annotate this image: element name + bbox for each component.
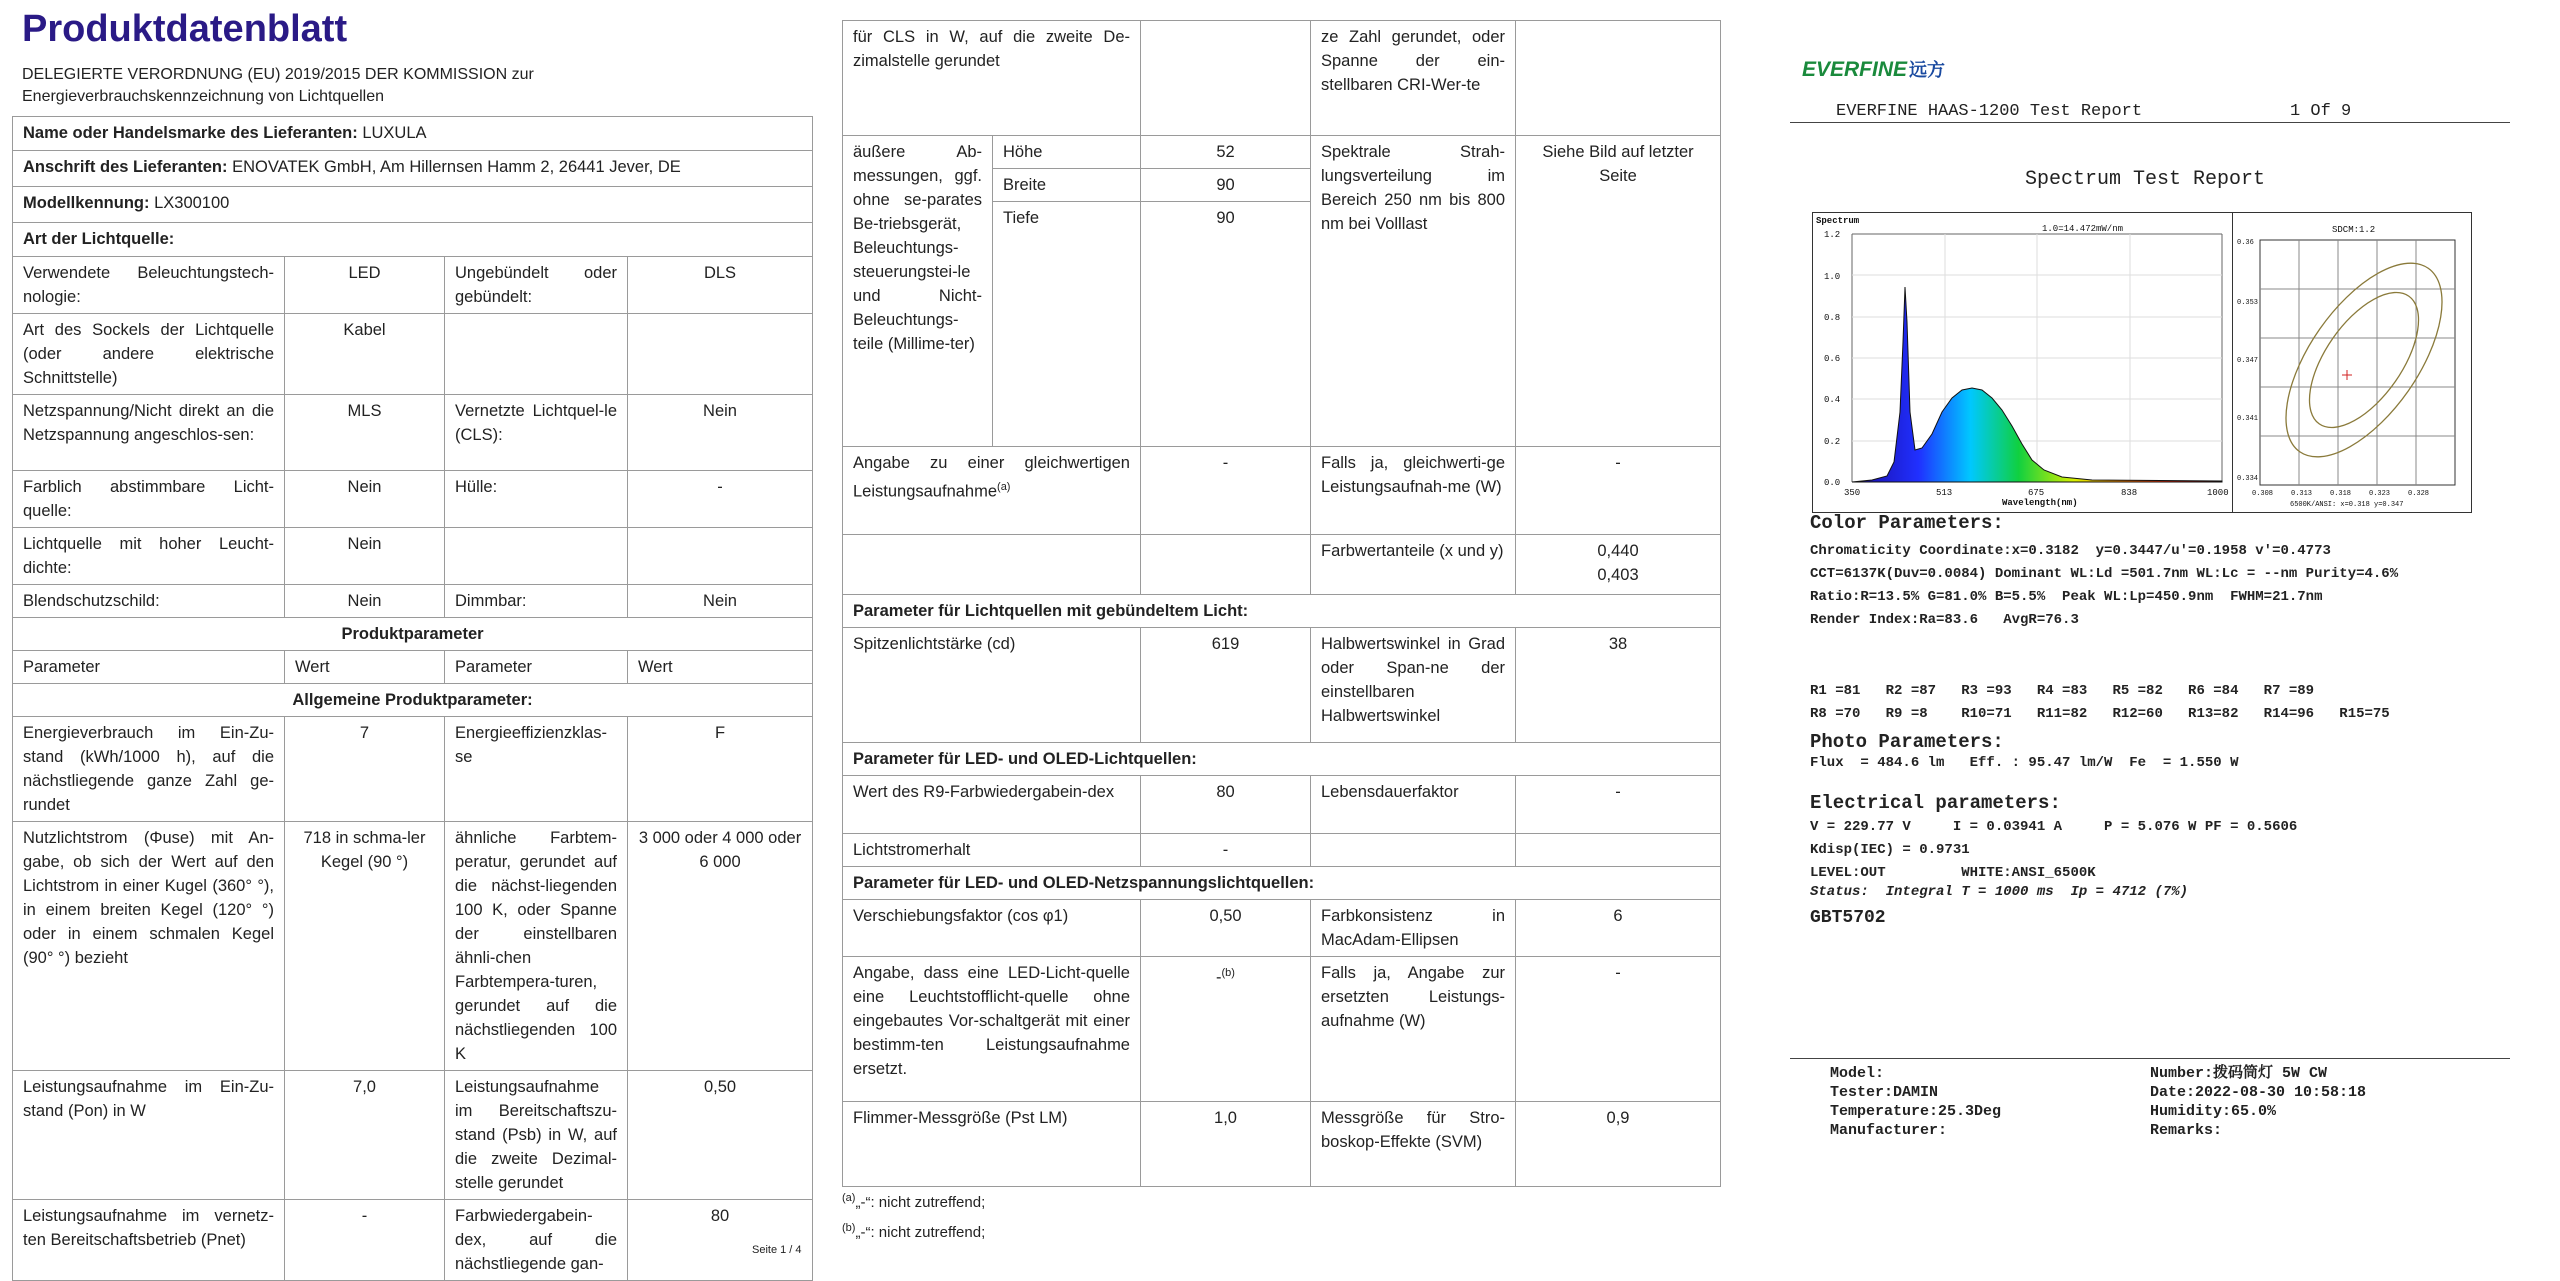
- svg-text:0.323: 0.323: [2369, 490, 2391, 498]
- page-number: Seite 1 / 4: [752, 1244, 802, 1256]
- cell: Netzspannung/Nicht direkt an die Netzspannung angeschlos-sen:: [13, 395, 285, 471]
- cell: Farbwertanteile (x und y): [1311, 535, 1516, 595]
- cell: DLS: [628, 257, 813, 314]
- svg-text:0.4: 0.4: [1824, 395, 1841, 405]
- color-params-heading: Color Parameters:: [1810, 512, 2004, 534]
- svg-text:0.341: 0.341: [2237, 415, 2259, 423]
- cell: Nutzlichtstrom (Φuse) mit An-gabe, ob sich der Wert auf den Lichtstrom in einer Kugel (360° °), in einem breiten Kegel (120° °) oder in einem schmalen Kegel (90° °) bezieht: [13, 822, 285, 1071]
- cell: Halbwertswinkel in Grad oder Span-ne der einstellbaren Halbwertswinkel: [1311, 628, 1516, 743]
- cell: Ungebündelt oder gebündelt:: [445, 257, 628, 314]
- footnote-a: $^{(a)}$„-“: nicht zutreffend;: [842, 1192, 986, 1211]
- supplier-row: Name oder Handelsmarke des Lieferanten: LUXULA: [13, 117, 813, 151]
- svg-text:1.0: 1.0: [1824, 272, 1841, 282]
- svg-text:0.334: 0.334: [2237, 475, 2259, 483]
- cell: -: [1141, 447, 1311, 535]
- svg-text:0.328: 0.328: [2408, 490, 2430, 498]
- cell: [1311, 834, 1516, 867]
- column-header: Wert: [285, 651, 445, 684]
- cell: 0,50: [1141, 900, 1311, 957]
- lightsource-type-heading: Art der Lichtquelle:: [13, 223, 813, 257]
- cell: Spitzenlichtstärke (cd): [843, 628, 1141, 743]
- cell: Hülle:: [445, 471, 628, 528]
- page-of: 1 Of 9: [2290, 102, 2352, 121]
- cell: Farbkonsistenz in MacAdam-Ellipsen: [1311, 900, 1516, 957]
- cell: F: [628, 717, 813, 822]
- cell: 38: [1516, 628, 1721, 743]
- svg-text:0.2: 0.2: [1824, 437, 1841, 447]
- cell: -: [285, 1200, 445, 1281]
- address-value: ENOVATEK GmbH, Am Hillernsen Hamm 2, 26441 Jever, DE: [232, 158, 681, 176]
- cell: Dimmbar:: [445, 585, 628, 618]
- cell: ze Zahl gerundet, oder Spanne der ein-stellbaren CRI-Wer-te: [1311, 21, 1516, 136]
- cell: 619: [1141, 628, 1311, 743]
- svg-text:0.347: 0.347: [2237, 357, 2259, 365]
- cell: 6: [1516, 900, 1721, 957]
- spectrum-chart: [1812, 212, 2472, 514]
- dim-width-label: Breite: [993, 169, 1141, 202]
- cell: Nein: [285, 585, 445, 618]
- everfine-logo: EVERFINE 远方: [1802, 58, 1946, 81]
- test-report-page: [1790, 0, 2530, 1255]
- render-index-block: R1 =81 R2 =87 R3 =93 R4 =83 R5 =82 R6 =84 R7 =89 R8 =70 R9 =8 R10=71 R11=82 R12=60 R13=82 R14=96 R15=75: [1810, 683, 2390, 722]
- section-heading: Parameter für LED- und OLED-Lichtquellen:: [843, 743, 1721, 776]
- cell: [445, 314, 628, 395]
- svg-text:1000: 1000: [2207, 488, 2229, 498]
- svg-text:1.0=14.472mW/nm: 1.0=14.472mW/nm: [2042, 224, 2124, 234]
- color-params-block: Chromaticity Coordinate:x=0.3182 y=0.3447/u'=0.1958 v'=0.4773 CCT=6137K(Duv=0.0084) Dominant WL:Ld =501.7nm WL:Lc = --nm Purity=4.6% Ratio:R=13.5% G=81.0% B=5.5% Peak WL:Lp=450.9nm FWHM=21.7nm Render Index:Ra=83.6 AvgR=76.3: [1810, 543, 2399, 628]
- chromaticity-x: 0,440: [1597, 542, 1639, 560]
- cell: ähnliche Farbtem-peratur, gerundet auf die nächst-liegenden 100 K, oder Spanne der einstellbaren ähnli-chen Farbtempera-turen, gerundet auf die nächstliegenden 100 K: [445, 822, 628, 1071]
- svg-text:1.2: 1.2: [1824, 230, 1841, 240]
- dim-depth-value: 90: [1141, 202, 1311, 447]
- photo-params-heading: Photo Parameters:: [1810, 731, 2004, 753]
- product-params-heading: Produktparameter: [13, 618, 813, 651]
- svg-text:0.318: 0.318: [2330, 490, 2352, 498]
- cell: -: [628, 471, 813, 528]
- cell: MLS: [285, 395, 445, 471]
- cell: Nein: [285, 528, 445, 585]
- cell: Falls ja, Angabe zur ersetzten Leistungs-aufnahme (W): [1311, 957, 1516, 1102]
- dim-depth-label: Tiefe: [993, 202, 1141, 447]
- cell: Leistungsaufnahme im vernetz-ten Bereitschaftsbetrieb (Pnet): [13, 1200, 285, 1281]
- cell: Kabel: [285, 314, 445, 395]
- footer-rule: [1790, 1058, 2510, 1059]
- svg-text:SDCM:1.2: SDCM:1.2: [2332, 225, 2376, 235]
- svg-text:0.353: 0.353: [2237, 299, 2259, 307]
- spectral-value: Siehe Bild auf letzter Seite: [1516, 136, 1721, 447]
- dim-height-value: 52: [1141, 136, 1311, 169]
- regulation-subtitle: DELEGIERTE VERORDNUNG (EU) 2019/2015 DER KOMMISSION zur Energieverbrauchskennzeichnung von Lichtquellen: [22, 66, 534, 105]
- cell: Wert des R9-Farbwiedergabein-dex: [843, 776, 1141, 834]
- dimensions-label: äußere Ab-messungen, ggf. ohne se-parates Be-triebsgerät, Beleuchtungs-steuerungstei-le und Nicht-Beleuchtungs-teile (Millime-ter): [843, 136, 993, 447]
- general-params-heading: Allgemeine Produktparameter:: [13, 684, 813, 717]
- cell: 3 000 oder 4 000 oder 6 000: [628, 822, 813, 1071]
- cell: [628, 314, 813, 395]
- column-header: Parameter: [445, 651, 628, 684]
- svg-text:6500K/ANSI: x=0.318 y=0.347: 6500K/ANSI: x=0.318 y=0.347: [2290, 501, 2404, 509]
- svg-text:0.313: 0.313: [2291, 490, 2313, 498]
- datasheet-table-1: [12, 116, 813, 1281]
- cell: -: [1141, 834, 1311, 867]
- supplier-value: LUXULA: [362, 124, 427, 142]
- cell: 0,50: [628, 1071, 813, 1200]
- svg-text:0.0: 0.0: [1824, 478, 1841, 488]
- report-footer-left: Model: Tester:DAMIN Temperature:25.3Deg Manufacturer:: [1830, 1065, 2002, 1139]
- svg-text:0.6: 0.6: [1824, 354, 1841, 364]
- svg-text:0.36: 0.36: [2237, 239, 2254, 247]
- standard-label: GBT5702: [1810, 908, 1886, 928]
- cell: -: [1516, 957, 1721, 1102]
- cell: Messgröße für Stro-boskop-Effekte (SVM): [1311, 1102, 1516, 1187]
- cell: Leistungsaufnahme im Ein-Zu-stand (Pon) in W: [13, 1071, 285, 1200]
- dim-height-label: Höhe: [993, 136, 1141, 169]
- cell: Lebensdauerfaktor: [1311, 776, 1516, 834]
- cell: [1141, 535, 1311, 595]
- cell: Lichtstromerhalt: [843, 834, 1141, 867]
- svg-text:0.308: 0.308: [2252, 490, 2274, 498]
- cell: Vernetzte Lichtquel-le (CLS):: [445, 395, 628, 471]
- cell: [843, 535, 1141, 595]
- cell: 80: [1141, 776, 1311, 834]
- cell: Nein: [628, 585, 813, 618]
- cie-frame: [2233, 213, 2472, 513]
- svg-text:Wavelength(nm): Wavelength(nm): [2002, 498, 2078, 508]
- cell: Nein: [285, 471, 445, 528]
- section-heading: Parameter für LED- und OLED-Netzspannungslichtquellen:: [843, 867, 1721, 900]
- cell: Nein: [628, 395, 813, 471]
- cell: Verwendete Beleuchtungstech-nologie:: [13, 257, 285, 314]
- svg-text:838: 838: [2121, 488, 2138, 498]
- report-title: Spectrum Test Report: [2025, 168, 2266, 191]
- svg-text:675: 675: [2028, 488, 2045, 498]
- cell: [1516, 535, 1721, 595]
- cell: -$^{(b)}$: [1141, 957, 1311, 1102]
- cell: Leistungsaufnahme im Bereitschaftszu-stand (Psb) in W, auf die zweite Dezimal-stelle gerundet: [445, 1071, 628, 1200]
- cell: [445, 528, 628, 585]
- svg-text:Spectrum: Spectrum: [1816, 216, 1860, 226]
- spectral-label: Spektrale Strah-lungsverteilung im Bereich 250 nm bis 800 nm bei Volllast: [1311, 136, 1516, 447]
- cell: -: [1516, 447, 1721, 535]
- cell: Blendschutzschild:: [13, 585, 285, 618]
- cell: [628, 528, 813, 585]
- cell: Lichtquelle mit hoher Leucht-dichte:: [13, 528, 285, 585]
- header-rule: [1790, 122, 2510, 123]
- photo-params-line: Flux = 484.6 lm Eff. : 95.47 lm/W Fe = 1.550 W: [1810, 755, 2239, 771]
- datasheet-page-1: [0, 0, 815, 1273]
- cell: Energieverbrauch im Ein-Zu-stand (kWh/1000 h), auf die nächstliegende ganze Zahl ge-rundet: [13, 717, 285, 822]
- svg-text:0.8: 0.8: [1824, 313, 1841, 323]
- cell: [1516, 21, 1721, 136]
- cell: LED: [285, 257, 445, 314]
- footnote-b: $^{(b)}$„-“: nicht zutreffend;: [842, 1222, 986, 1241]
- cell: 0,9: [1516, 1102, 1721, 1187]
- cell: Art des Sockels der Lichtquelle (oder andere elektrische Schnittstelle): [13, 314, 285, 395]
- cell: 7,0: [285, 1071, 445, 1200]
- cell: 7: [285, 717, 445, 822]
- column-header: Wert: [628, 651, 813, 684]
- chromaticity-y: 0,403: [1597, 566, 1639, 584]
- cell: Farblich abstimmbare Licht-quelle:: [13, 471, 285, 528]
- datasheet-page-2: [830, 0, 1720, 1255]
- cell: -: [1516, 776, 1721, 834]
- cell: [1516, 834, 1721, 867]
- cell: Farbwiedergabein-dex, auf die nächstliegende gan-: [445, 1200, 628, 1281]
- electrical-params-block: V = 229.77 V I = 0.03941 A P = 5.076 W PF = 0.5606 Kdisp(IEC) = 0.9731 LEVEL:OUT WHITE:ANSI_6500K: [1810, 819, 2298, 881]
- cell: Angabe, dass eine LED-Licht-quelle eine Leuchtstofflicht-quelle ohne eingebautes Vor-schaltgerät mit einer bestimm-ten Leistungsaufnahme ersetzt.: [843, 957, 1141, 1102]
- page-title: Produktdatenblatt: [22, 8, 348, 50]
- svg-text:513: 513: [1936, 488, 1953, 498]
- cell: 1,0: [1141, 1102, 1311, 1187]
- status-line: Status: Integral T = 1000 ms Ip = 4712 (7%): [1810, 884, 2189, 900]
- dim-width-value: 90: [1141, 169, 1311, 202]
- report-footer-right: Number:拨码筒灯 5W CW Date:2022-08-30 10:58:18 Humidity:65.0% Remarks:: [2150, 1065, 2367, 1139]
- model-value: LX300100: [154, 194, 230, 212]
- cell: 80: [628, 1200, 813, 1281]
- electrical-params-heading: Electrical parameters:: [1810, 792, 2061, 814]
- datasheet-table-2: [842, 20, 1721, 1187]
- cell: Angabe zu einer gleichwertigen Leistungsaufnahme$^{(a)}$: [843, 447, 1141, 535]
- address-row: Anschrift des Lieferanten: ENOVATEK GmbH, Am Hillernsen Hamm 2, 26441 Jever, DE: [13, 151, 813, 187]
- cell: 718 in schma-ler Kegel (90 °): [285, 822, 445, 1071]
- section-heading: Parameter für Lichtquellen mit gebündeltem Licht:: [843, 595, 1721, 628]
- model-row: Modellkennung: LX300100: [13, 187, 813, 223]
- cell: für CLS in W, auf die zweite De-zimalstelle gerundet: [843, 21, 1141, 136]
- column-header: Parameter: [13, 651, 285, 684]
- cell: Flimmer-Messgröße (Pst LM): [843, 1102, 1141, 1187]
- cell: Verschiebungsfaktor (cos φ1): [843, 900, 1141, 957]
- cell: Energieeffizienzklas-se: [445, 717, 628, 822]
- svg-text:350: 350: [1844, 488, 1861, 498]
- report-header: EVERFINE HAAS-1200 Test Report: [1836, 102, 2143, 121]
- cell: [1141, 21, 1311, 136]
- cell: Falls ja, gleichwerti-ge Leistungsaufnah-me (W): [1311, 447, 1516, 535]
